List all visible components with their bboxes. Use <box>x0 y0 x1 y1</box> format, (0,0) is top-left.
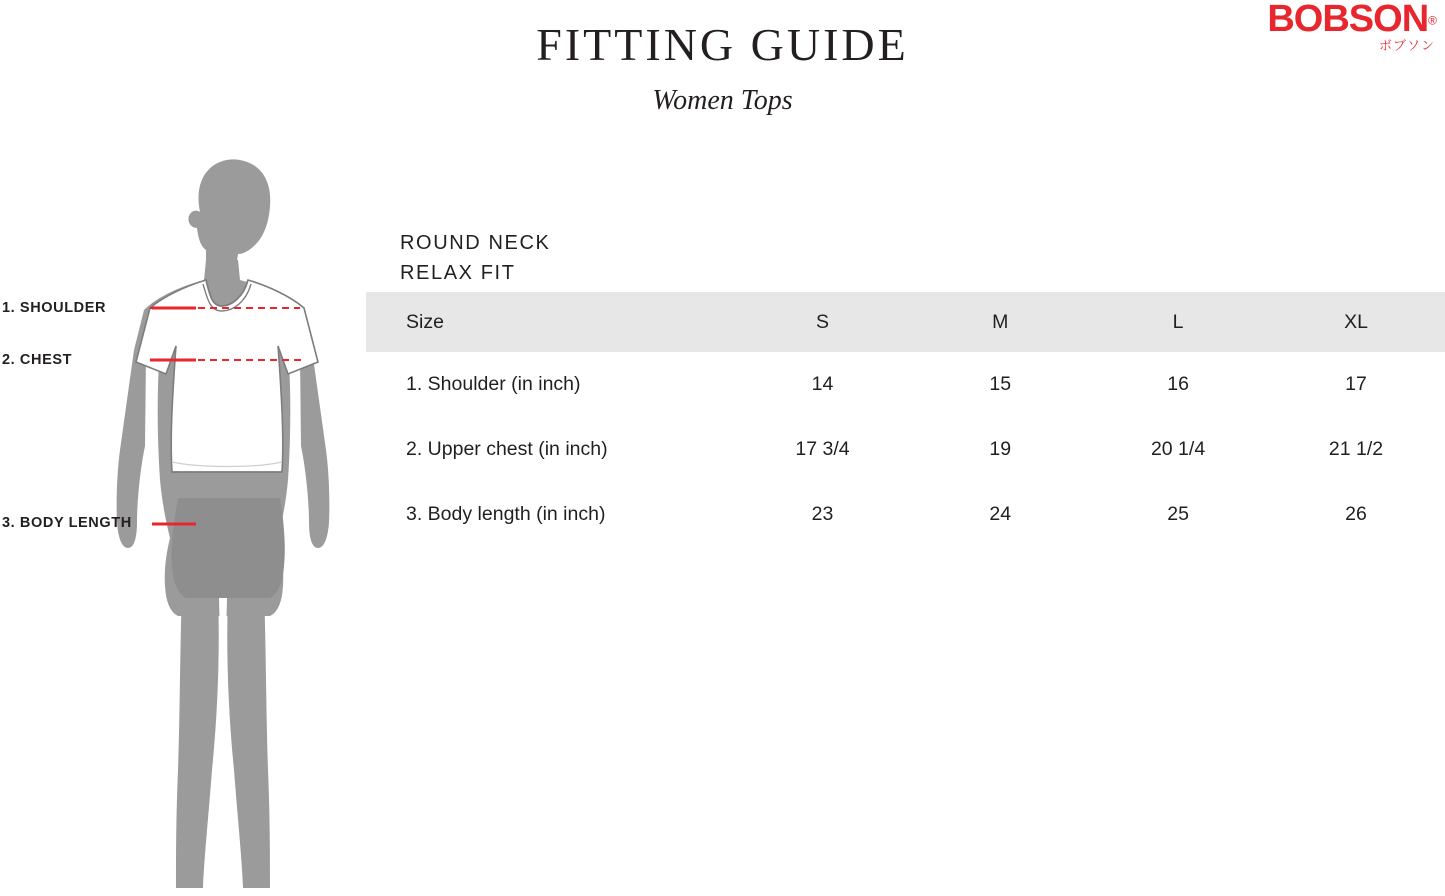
product-heading-line1: ROUND NECK <box>400 232 551 254</box>
table-header-size: Size <box>366 292 734 352</box>
row-shoulder-m: 15 <box>911 352 1089 417</box>
table-header-m: M <box>911 292 1089 352</box>
size-chart-table <box>366 292 1445 547</box>
row-label-shoulder: 1. Shoulder (in inch) <box>366 352 734 417</box>
row-body-length-m: 24 <box>911 482 1089 547</box>
callout-body-length: 3. BODY LENGTH <box>2 515 132 531</box>
table-row <box>366 352 1445 417</box>
brand-wordmark: BOBSON <box>1267 0 1429 40</box>
brand-registered-mark: ® <box>1428 13 1437 28</box>
row-upper-chest-xl: 21 1/2 <box>1267 417 1445 482</box>
callout-chest: 2. CHEST <box>2 352 73 368</box>
row-shoulder-l: 16 <box>1089 352 1267 417</box>
table-row <box>366 417 1445 482</box>
fitting-figure <box>0 150 360 891</box>
table-header-xl: XL <box>1267 292 1445 352</box>
row-shoulder-s: 14 <box>734 352 912 417</box>
row-upper-chest-m: 19 <box>911 417 1089 482</box>
table-header-l: L <box>1089 292 1267 352</box>
table-row <box>366 482 1445 547</box>
row-upper-chest-l: 20 1/4 <box>1089 417 1267 482</box>
page-subtitle: Women Tops <box>652 85 793 116</box>
product-heading-line2: RELAX FIT <box>400 262 516 284</box>
row-label-body-length: 3. Body length (in inch) <box>366 482 734 547</box>
table-header-s: S <box>734 292 912 352</box>
callout-shoulder: 1. SHOULDER <box>2 300 107 316</box>
table-header-row <box>366 292 1445 352</box>
product-heading <box>400 228 550 288</box>
row-body-length-l: 25 <box>1089 482 1267 547</box>
row-upper-chest-s: 17 3/4 <box>734 417 912 482</box>
row-shoulder-xl: 17 <box>1267 352 1445 417</box>
page-title: FITTING GUIDE <box>536 19 909 70</box>
row-body-length-xl: 26 <box>1267 482 1445 547</box>
brand-japanese-name: ボブソン <box>1378 39 1435 54</box>
row-label-upper-chest: 2. Upper chest (in inch) <box>366 417 734 482</box>
row-body-length-s: 23 <box>734 482 912 547</box>
